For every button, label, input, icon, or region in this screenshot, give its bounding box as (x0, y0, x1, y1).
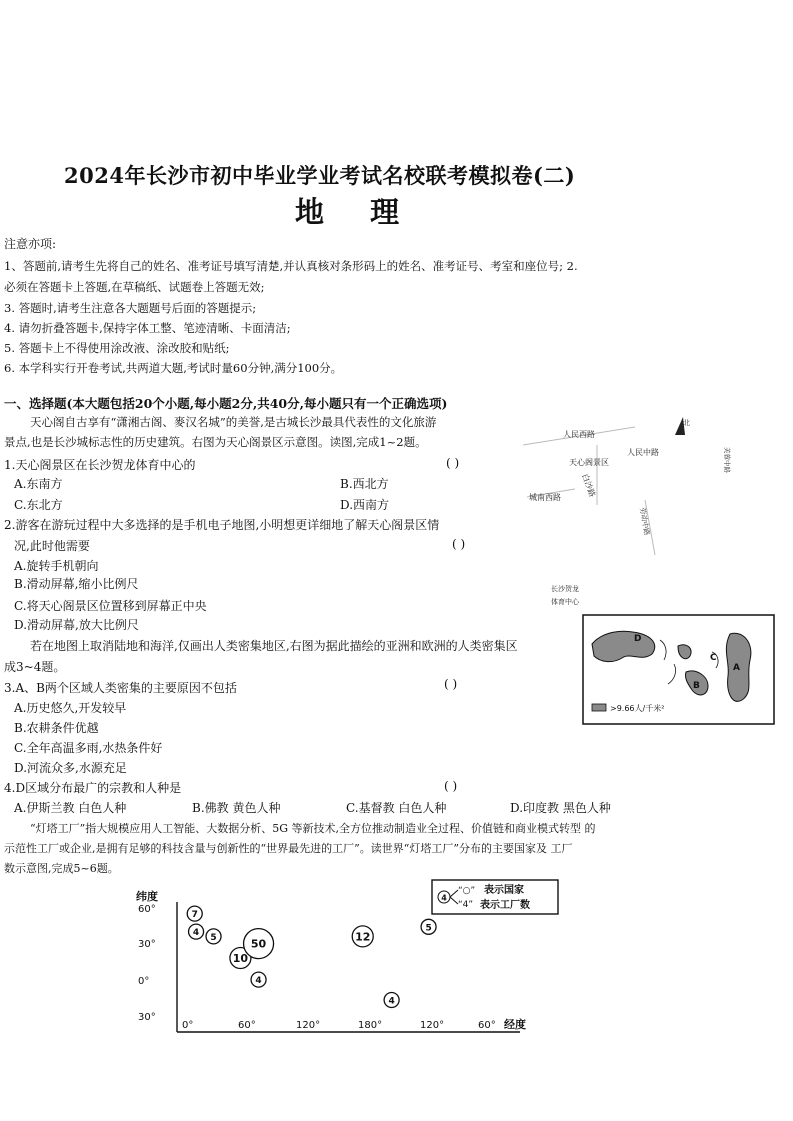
option: D.滑动屏幕,放大比例尺 (14, 618, 139, 632)
option: C.将天心阁景区位置移到屏幕正中央 (14, 599, 207, 613)
map-label: 天心阁景区 (569, 458, 609, 467)
region-label-B: B (693, 681, 700, 691)
map-label: 芙蓉中路 (723, 447, 731, 473)
intro-line: 示范性工厂或企业,是拥有足够的科技含量与创新性的“世界最先进的工厂”。读世界“灯塔工厂”分布的主要国家及 工厂 (4, 842, 573, 855)
answer-blank: ( ) (446, 456, 460, 470)
option: B.滑动屏幕,缩小比例尺 (14, 577, 139, 591)
answer-blank: ( ) (444, 779, 458, 793)
option: B.西北方 (340, 477, 389, 491)
answer-blank: ( ) (444, 677, 458, 691)
answer-blank: ( ) (452, 537, 466, 551)
question-2-stem: 况,此时他需要 (14, 539, 90, 553)
factory-count-label: 50 (250, 937, 267, 951)
legend-symbol-2: “4” (458, 900, 474, 910)
intro-line: 景点,也是长沙城标志性的历史建筑。右图为天心阁景区示意图。读图,完成1~2题。 (4, 435, 427, 449)
option: C.东北方 (14, 498, 63, 512)
x-axis-label: 经度 (504, 1018, 526, 1031)
option: D.西南方 (340, 498, 390, 512)
intro-line: 数示意图,完成5~6题。 (4, 862, 119, 875)
exam-title: 2024年长沙市初中毕业学业考试名校联考模拟卷(二) (64, 163, 576, 188)
option: D.河流众多,水源充足 (14, 761, 127, 775)
legend-swatch (592, 704, 606, 711)
note-line: 4. 请勿折叠答题卡,保持字体工整、笔迹清晰、卡面清洁; (4, 321, 291, 335)
y-axis-label: 纬度 (136, 890, 158, 903)
note-line: 6. 本学科实行开卷考试,共两道大题,考试时量60分钟,满分100分。 (4, 361, 343, 375)
tianxinge-map (515, 405, 785, 610)
y-tick-label: 30° (138, 1012, 156, 1023)
notes-heading: 注意亦项: (4, 237, 57, 251)
x-tick-label: 120° (296, 1020, 321, 1031)
option: A.历史悠久,开发较早 (14, 701, 127, 715)
map-label: 长沙贺龙 (551, 585, 579, 593)
note-line: 必须在答题卡上答题,在草稿纸、试题卷上答题无效; (4, 280, 265, 294)
x-tick-label: 60° (478, 1020, 496, 1031)
factory-count-label: 7 (191, 910, 198, 921)
legend-line-1: 表示国家 (484, 885, 524, 896)
section-heading: 一、选择题(本大题包括20个小题,每小题2分,共40分,每小题只有一个正确选项) (4, 396, 448, 411)
option: B.农耕条件优越 (14, 721, 99, 735)
y-tick-label: 60° (138, 904, 156, 915)
factory-count-label: 4 (388, 996, 395, 1007)
factory-count-label: 5 (210, 932, 217, 943)
region-label-C: C (710, 653, 717, 663)
map-label: 劳动中路 (638, 506, 651, 536)
x-tick-label: 180° (358, 1020, 383, 1031)
map-label: 人民中路 (627, 448, 659, 457)
note-line: 1、答题前,请考生先将自己的姓名、准考证号填写清楚,并认真核对条形码上的姓名、准考证号、考室和座位号; 2. (4, 259, 578, 273)
y-tick-label: 0° (138, 976, 150, 987)
intro-line: 成3~4题。 (4, 660, 66, 674)
map-label: 城南西路 (529, 493, 561, 502)
note-line: 3. 答题时,请考生注意各大题题号后面的答题提示; (4, 301, 257, 315)
legend-label: >9.66人/千米² (610, 704, 665, 713)
legend-symbol-number: 4 (441, 893, 447, 903)
map-label: 白沙路 (580, 472, 597, 499)
intro-line: 若在地图上取消陆地和海洋,仅画出人类密集地区,右图为据此描绘的亚洲和欧洲的人类密集区 (30, 639, 518, 653)
factory-count-label: 10 (232, 952, 249, 965)
question-3-stem: 3.A、B两个区域人类密集的主要原因不包括 (4, 681, 237, 695)
lighthouse-factory-chart (130, 872, 560, 1040)
option: D.印度教 黑色人种 (510, 801, 611, 815)
subject-title: 地 理 (295, 195, 418, 229)
x-tick-label: 60° (238, 1020, 256, 1031)
svg-text:北: 北 (683, 419, 690, 427)
x-tick-label: 120° (420, 1020, 445, 1031)
factory-count-label: 4 (192, 928, 200, 939)
question-2-stem: 2.游客在游玩过程中大多选择的是手机电子地图,小明想更详细地了解天心阁景区情 (4, 518, 440, 532)
region-label-A: A (733, 663, 740, 673)
option: A.伊斯兰教 白色人种 (14, 801, 127, 815)
legend-symbol-1: “○” (458, 886, 476, 896)
option: B.佛教 黄色人种 (192, 801, 281, 815)
map-label: 人民西路 (563, 430, 595, 439)
option: C.全年高温多雨,水热条件好 (14, 741, 163, 755)
factory-count-label: 4 (255, 976, 262, 987)
y-tick-label: 30° (138, 939, 156, 950)
factory-count-label: 12 (355, 930, 371, 944)
north-arrow-icon (675, 417, 690, 435)
note-line: 5. 答题卡上不得使用涂改液、涂改胶和贴纸; (4, 341, 230, 355)
factory-count-label: 5 (425, 923, 432, 934)
region-label-D: D (634, 634, 642, 644)
option: A.旋转手机朝向 (14, 559, 99, 573)
x-tick-label: 0° (182, 1020, 194, 1031)
question-4-stem: 4.D区域分布最广的宗教和人种是 (4, 781, 182, 795)
map-label: 体育中心 (551, 598, 579, 606)
population-density-map (582, 614, 776, 726)
option: C.基督教 白色人种 (346, 801, 447, 815)
legend-line-2: 表示工厂数 (480, 900, 530, 911)
intro-line: “灯塔工厂”指大规模应用人工智能、大数据分析、5G 等新技术,全方位推动制造业全过程、价值链和商业模式转型 的 (30, 822, 596, 835)
question-1-stem: 1.天心阁景区在长沙贺龙体育中心的 (4, 458, 196, 472)
option: A.东南方 (14, 477, 63, 491)
intro-line: 天心阁自古享有“潇湘古阁、麥汉名城”的美誉,是古城长沙最具代表性的文化旅游 (30, 415, 437, 429)
